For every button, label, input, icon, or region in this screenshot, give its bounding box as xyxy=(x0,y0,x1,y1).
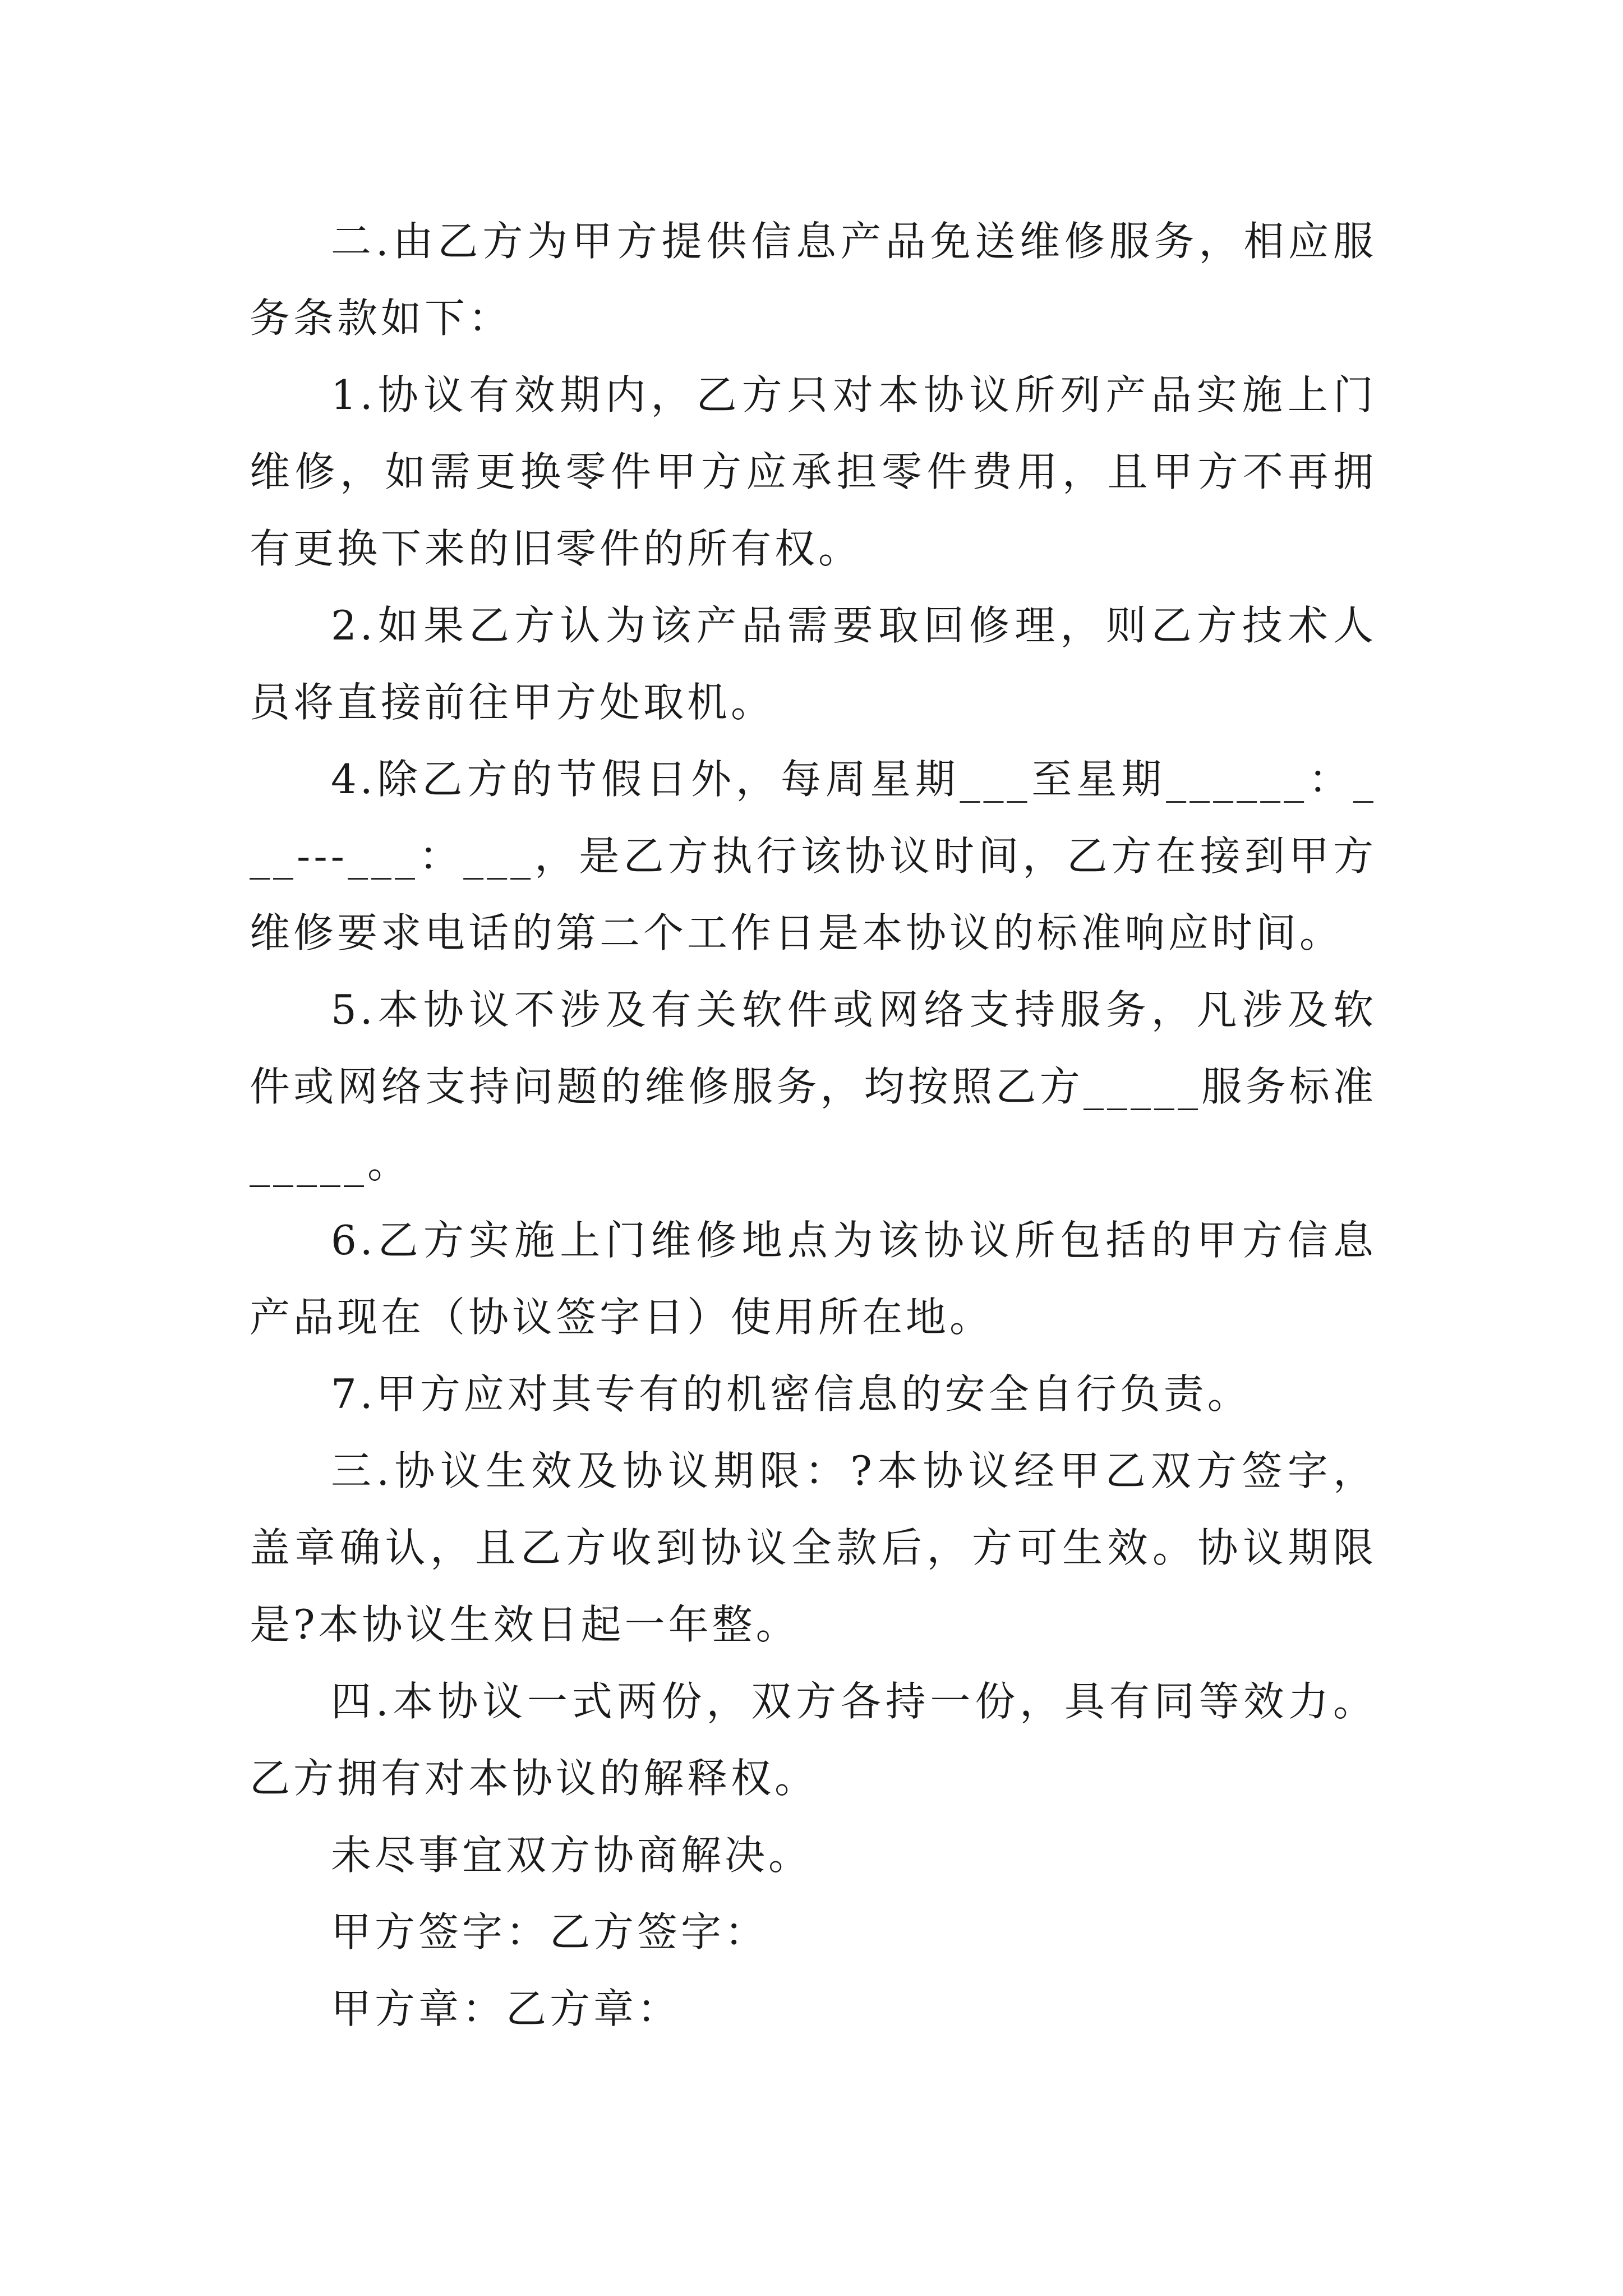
seal-line: 甲方章：乙方章： xyxy=(331,1985,681,2032)
clause-item-6: 6.乙方实施上门维修地点为该协议所包括的甲方信息产品现在（协议签字日）使用所在地。 xyxy=(250,1217,1377,1341)
clause-item-2: 2.如果乙方认为该产品需要取回修理，则乙方技术人员将直接前往甲方处取机。 xyxy=(250,602,1377,726)
clause-item-4: 4.除乙方的节假日外，每周星期___至星期______：___---___：___，是乙方执行该协议时间，乙方在接到甲方维修要求电话的第二个工作日是本协议的标准响应时间。 xyxy=(250,756,1377,956)
clause-3-effect-term: 三.协议生效及协议期限：?本协议经甲乙双方签字，盖章确认，且乙方收到协议全款后，方可生效。协议期限是?本协议生效日起一年整。 xyxy=(250,1447,1377,1648)
unresolved-matters: 未尽事宜双方协商解决。 xyxy=(331,1832,813,1879)
clause-item-5: 5.本协议不涉及有关软件或网络支持服务，凡涉及软件或网络支持问题的维修服务，均按照乙方_____服务标准_____。 xyxy=(250,986,1377,1187)
signature-line: 甲方签字：乙方签字： xyxy=(331,1908,769,1955)
clause-item-1: 1.协议有效期内，乙方只对本协议所列产品实施上门维修，如需更换零件甲方应承担零件费用，且甲方不再拥有更换下来的旧零件的所有权。 xyxy=(250,371,1377,572)
document-body xyxy=(250,203,1377,2047)
clause-4-copies: 四.本协议一式两份，双方各持一份，具有同等效力。乙方拥有对本协议的解释权。 xyxy=(250,1678,1377,1802)
clause-item-7: 7.甲方应对其专有的机密信息的安全自行负责。 xyxy=(331,1370,1251,1418)
clause-2-heading: 二.由乙方为甲方提供信息产品免送维修服务，相应服务条款如下： xyxy=(250,218,1377,342)
